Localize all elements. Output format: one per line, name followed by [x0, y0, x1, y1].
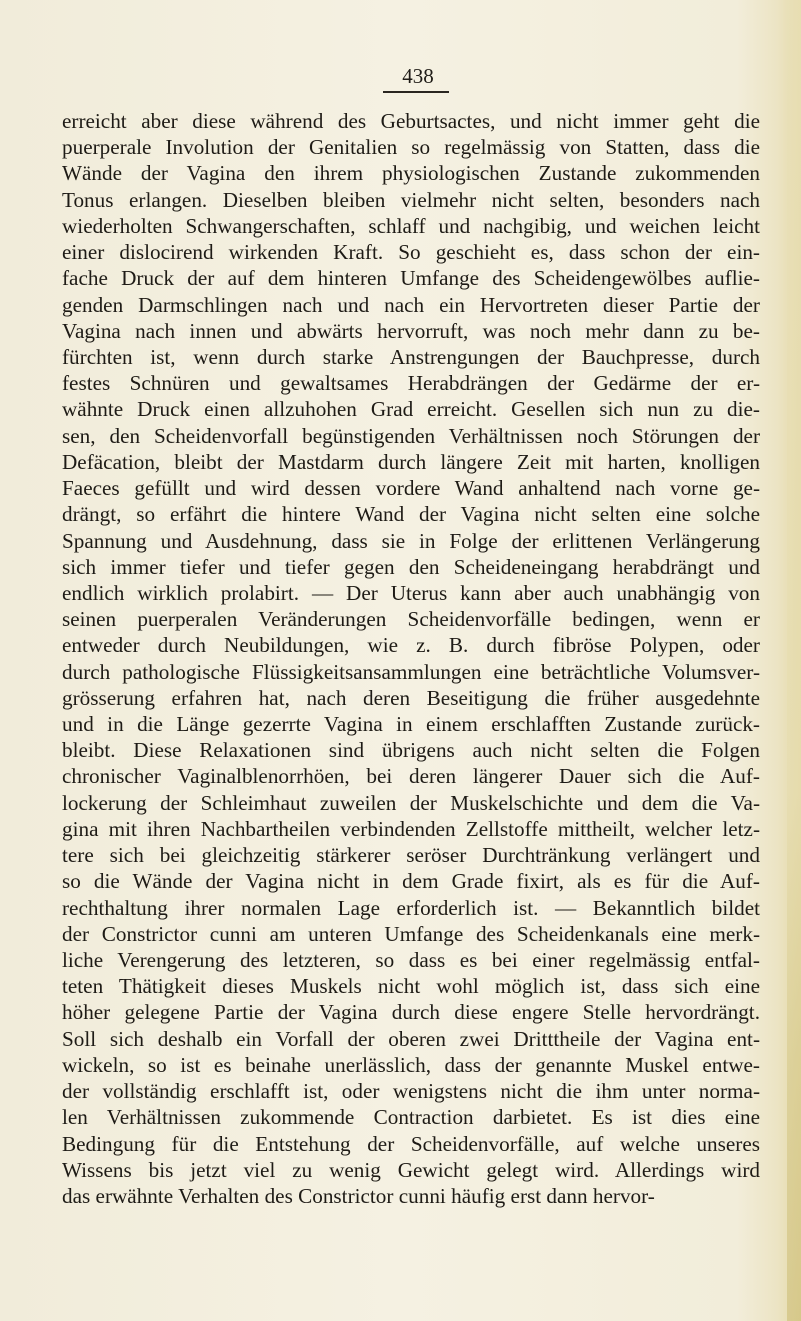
text-line: das erwähnte Verhalten des Constrictor cunni häufig erst dann hervor- [62, 1183, 655, 1208]
text-line: rechthaltung ihrer normalen Lage erforderlich ist. — Bekanntlich bildet [62, 895, 760, 920]
text-line: höher gelegene Partie der Vagina durch diese engere Stelle hervordrängt. [62, 1000, 760, 1025]
text-line: wiederholten Schwangerschaften, schlaff und nachgibig, und weichen leicht [62, 213, 760, 238]
text-line: tere sich bei gleichzeitig stärkerer seröser Durchtränkung verlängert und [62, 843, 760, 868]
body-text [62, 108, 760, 1209]
text-line: lockerung der Schleimhaut zuweilen der Muskelschichte und dem die Va- [62, 790, 760, 815]
text-line: grösserung erfahren hat, nach deren Beseitigung die früher ausgedehnte [62, 685, 760, 710]
page-number-underline [383, 91, 449, 93]
text-line: teten Thätigkeit dieses Muskels nicht wohl möglich ist, dass sich eine [62, 974, 760, 999]
text-line: Faeces gefüllt und wird dessen vordere Wand anhaltend nach vorne ge- [62, 476, 760, 501]
text-line: Vagina nach innen und abwärts hervorruft, was noch mehr dann zu be- [62, 318, 760, 343]
text-line: seinen puerperalen Veränderungen Scheidenvorfälle bedingen, wenn er [62, 607, 760, 632]
text-line: sich immer tiefer und tiefer gegen den Scheideneingang herabdrängt und [62, 554, 760, 579]
text-line: Wissens bis jetzt viel zu wenig Gewicht gelegt wird. Allerdings wird [62, 1157, 760, 1182]
text-line: Wände der Vagina den ihrem physiologischen Zustande zukommenden [62, 161, 760, 186]
text-line: durch pathologische Flüssigkeitsansammlungen eine beträchtliche Volumsver- [62, 659, 760, 684]
text-line: festes Schnüren und gewaltsames Herabdrängen der Gedärme der er- [62, 371, 760, 396]
text-line: Defäcation, bleibt der Mastdarm durch längere Zeit mit harten, knolligen [62, 449, 760, 474]
text-line: puerperale Involution der Genitalien so regelmässig von Statten, dass die [62, 135, 760, 160]
text-line: der vollständig erschlafft ist, oder wenigstens nicht die ihm unter norma- [62, 1079, 760, 1104]
text-line: genden Darmschlingen nach und nach ein Hervortreten dieser Partie der [62, 292, 760, 317]
text-line: Soll sich deshalb ein Vorfall der oberen zwei Dritttheile der Vagina ent- [62, 1026, 760, 1051]
text-line: Tonus erlangen. Dieselben bleiben vielmehr nicht selten, besonders nach [62, 187, 760, 212]
text-line: endlich wirklich prolabirt. — Der Uterus kann aber auch unabhängig von [62, 580, 760, 605]
page-number: 438 [402, 64, 434, 88]
text-line: so die Wände der Vagina nicht in dem Grade fixirt, als es für die Auf- [62, 869, 760, 894]
text-line: wickeln, so ist es beinahe unerlässlich, dass der genannte Muskel entwe- [62, 1052, 760, 1077]
text-line: chronischer Vaginalblenorrhöen, bei deren längerer Dauer sich die Auf- [62, 764, 760, 789]
text-line: Bedingung für die Entstehung der Scheidenvorfälle, auf welche unseres [62, 1131, 760, 1156]
text-line: einer dislocirend wirkenden Kraft. So geschieht es, dass schon der ein- [62, 240, 760, 265]
text-line: entweder durch Neubildungen, wie z. B. durch fibröse Polypen, oder [62, 633, 760, 658]
text-line: liche Verengerung des letzteren, so dass es bei einer regelmässig entfal- [62, 948, 760, 972]
text-line: fürchten ist, wenn durch starke Anstrengungen der Bauchpresse, durch [62, 344, 760, 369]
text-line: drängt, so erfährt die hintere Wand der Vagina nicht selten eine solche [62, 502, 760, 527]
text-line: und in die Länge gezerrte Vagina in einem erschlafften Zustande zurück- [62, 712, 760, 737]
text-line: fache Druck der auf dem hinteren Umfange des Scheidengewölbes auflie- [62, 266, 760, 291]
text-line: der Constrictor cunni am unteren Umfange des Scheidenkanals eine merk- [62, 921, 760, 946]
text-line: sen, den Scheidenvorfall begünstigenden Verhältnissen noch Störungen der [62, 423, 760, 448]
text-line: Spannung und Ausdehnung, dass sie in Folge der erlittenen Verlängerung [62, 528, 760, 553]
text-line: wähnte Druck einen allzuhohen Grad erreicht. Gesellen sich nun zu die- [62, 397, 760, 422]
text-line: len Verhältnissen zukommende Contraction darbietet. Es ist dies eine [62, 1105, 760, 1130]
text-line: bleibt. Diese Relaxationen sind übrigens auch nicht selten die Folgen [62, 738, 760, 763]
text-line: erreicht aber diese während des Geburtsactes, und nicht immer geht die [62, 109, 760, 133]
text-line: gina mit ihren Nachbartheilen verbindenden Zellstoffe mittheilt, welcher letz- [62, 816, 760, 841]
page-edge-shading [787, 0, 801, 1321]
